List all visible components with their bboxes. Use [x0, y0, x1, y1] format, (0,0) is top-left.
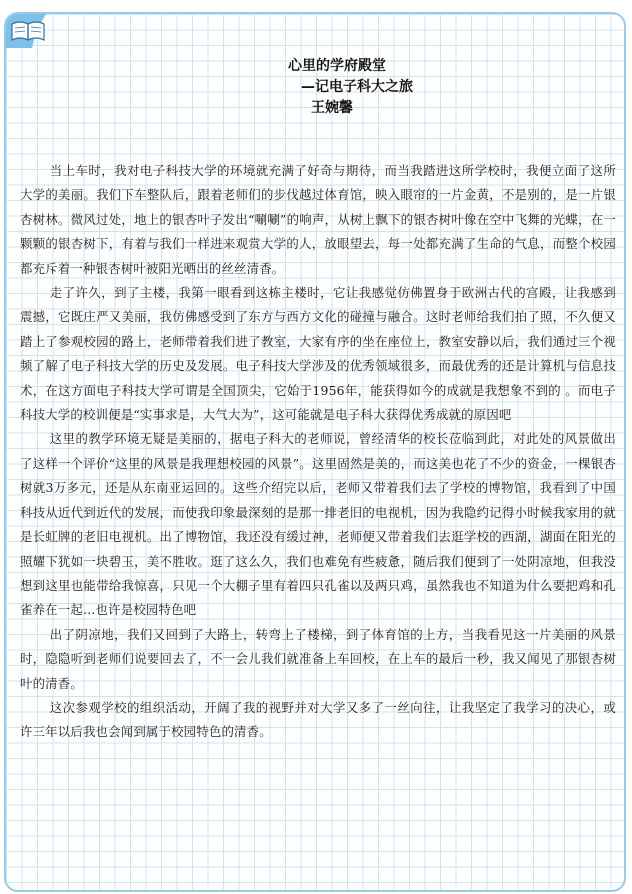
article-body — [20, 159, 616, 745]
open-book-icon — [6, 14, 60, 48]
article-subtitle: —记电子科大之旅 — [301, 79, 413, 95]
article-title: 心里的学府殿堂 — [288, 58, 386, 74]
title-block — [6, 56, 626, 119]
paragraph: 走了许久，到了主楼，我第一眼看到这栋主楼时，它让我感觉仿佛置身于欧洲古代的宫殿，让我感到震撼，它既庄严又美丽，我仿佛感受到了东方与西方文化的碰撞与融合。这时老师给我们拍了照，不久便又踏上了参观校园的路上，老师带着我们进了教室，大家有序的坐在座位上，教室安静以后，我们通过三个视频了解了电子科技大学的历史及发展。电子科技大学涉及的优秀领域很多，而最优秀的还是计算机与信息技术，在这方面电子科技大学可谓是全国顶尖，它始于1956年，能获得如今的成就是我想象不到的 。而电子科技大学的校训便是“实事求是，大气大为”，这可能就是电子科大获得优秀成就的原因吧 — [20, 285, 616, 423]
paragraph: 这里的教学环境无疑是美丽的，据电子科大的老师说，曾经清华的校长莅临到此，对此处的风景做出了这样一个评价“这里的风景是我理想校园的风景”。这里固然是美的，而这美也花了不少的资金，一棵银杏树就3万多元，还是从东南亚运回的。这些介绍完以后，老师又带着我们去了学校的博物馆，我看到了中国科技从近代到近代的发展，而使我印象最深刻的是那一排老旧的电视机，因为我隐约记得小时候我家用的就是长虹牌的老旧电视机。出了博物馆，我还没有缓过神，老师便又带着我们去逛学校的西湖，湖面在阳光的照耀下犹如一块碧玉，美不胜收。逛了这么久，我们也难免有些疲惫，随后我们便到了一处阴凉地，但我没想到这里也能带给我惊喜，只见一个大棚子里有着四只孔雀以及两只鸡，虽然我也不知道为什么要把鸡和孔雀养在一起…也许是校园特色吧 — [20, 431, 616, 618]
paragraph: 当上车时，我对电子科技大学的环境就充满了好奇与期待，而当我踏进这所学校时，我便立面了这所大学的美丽。我们下车整队后，跟着老师们的步伐越过体育馆，映入眼帘的一片金黄，不是别的，是一片银杏树林。微风过处，地上的银杏叶子发出“唰唰”的响声，从树上飘下的银杏树叶像在空中飞舞的光蝶，在一颗颗的银杏树下，有着与我们一样进来观赏大学的人，放眼望去，每一处都充满了生命的气息，而整个校园都充斥着一种银杏树叶被阳光晒出的丝丝清香。 — [20, 163, 616, 276]
article-author: 王婉馨 — [311, 100, 353, 116]
paragraph: 这次参观学校的组织活动，开阔了我的视野并对大学又多了一丝向往，让我坚定了我学习的决心，或许三年以后我也会闻到属于校园特色的清香。 — [20, 699, 616, 740]
paragraph: 出了阴凉地，我们又回到了大路上，转弯上了楼梯，到了体育馆的上方，当我看见这一片美丽的风景时，隐隐听到老师们说要回去了，不一会儿我们就准备上车回校，在上车的最后一秒，我又闻见了那银杏树叶的清香。 — [20, 626, 616, 691]
grid-paper — [4, 12, 626, 892]
